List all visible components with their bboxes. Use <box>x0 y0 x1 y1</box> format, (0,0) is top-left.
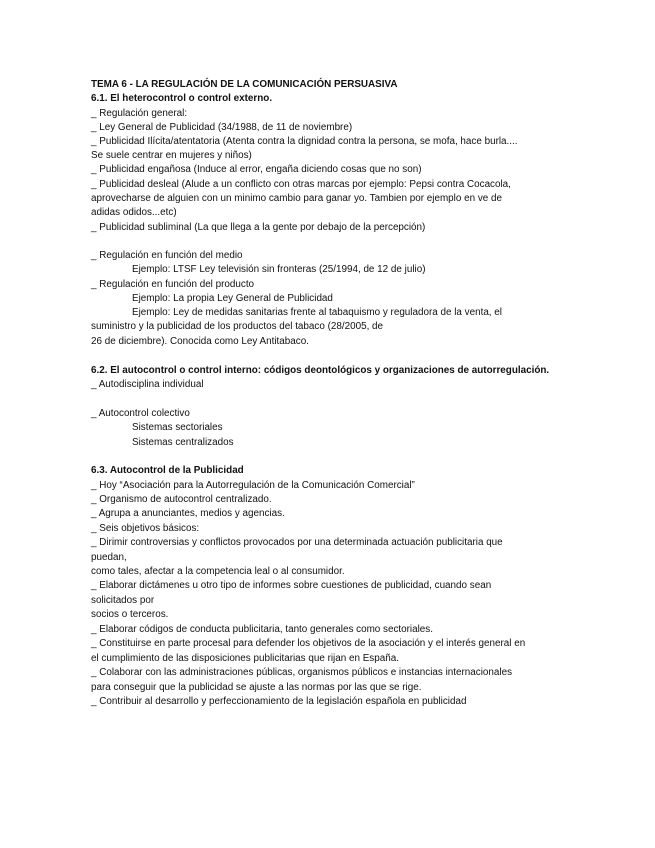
text-line: _ Elaborar dictámenes u otro tipo de informes sobre cuestiones de publicidad, cuando sean <box>91 580 492 591</box>
text-line: _ Regulación en función del producto <box>91 279 255 290</box>
text-line: _ Regulación en función del medio <box>91 250 243 261</box>
sub-item: Sistemas sectoriales <box>132 422 223 433</box>
section-heading-6-3: 6.3. Autocontrol de la Publicidad <box>91 465 244 476</box>
text-line: _ Ley General de Publicidad (34/1988, de 11 de noviembre) <box>91 122 353 133</box>
text-line: Se suele centrar en mujeres y niños) <box>91 150 252 161</box>
text-line: _ Publicidad desleal (Alude a un conflicto con otras marcas por ejemplo: Pepsi contra Cocacola, <box>91 179 511 190</box>
text-line: _ Publicidad engañosa (Induce al error, engaña diciendo cosas que no son) <box>91 164 422 175</box>
text-line: solicitados por <box>91 595 155 606</box>
text-line: el cumplimiento de las disposiciones publicitarias que rijan en España. <box>91 653 399 664</box>
text-line: como tales, afectar a la competencia leal o al consumidor. <box>91 566 345 577</box>
text-line: _ Contribuir al desarrollo y perfeccionamiento de la legislación española en publicidad <box>91 696 467 707</box>
text-line: _ Publicidad Ilícita/atentatoria (Atenta contra la dignidad contra la persona, se mofa, hace burla.... <box>91 136 518 147</box>
text-line: suministro y la publicidad de los productos del tabaco (28/2005, de <box>91 321 384 332</box>
text-line: _ Constituirse en parte procesal para defender los objetivos de la asociación y el interés general en <box>91 638 526 649</box>
text-line: socios o terceros. <box>91 609 169 620</box>
document-title: TEMA 6 - LA REGULACIÓN DE LA COMUNICACIÓN PERSUASIVA <box>91 79 398 90</box>
section-heading-6-2: 6.2. El autocontrol o control interno: códigos deontológicos y organizaciones de autorregulación. <box>91 365 550 376</box>
example-line: Ejemplo: La propia Ley General de Publicidad <box>132 293 333 304</box>
text-line: _ Dirimir controversias y conflictos provocados por una determinada actuación publicitaria que <box>91 537 503 548</box>
text-line: _ Organismo de autocontrol centralizado. <box>91 494 272 505</box>
text-line: aprovecharse de alguien con un minimo cambio para ganar yo. Tambien por ejemplo en ve de <box>91 193 502 204</box>
text-line: _ Hoy “Asociación para la Autorregulación de la Comunicación Comercial” <box>91 480 415 491</box>
example-line: Ejemplo: LTSF Ley televisión sin fronteras (25/1994, de 12 de julio) <box>132 264 426 275</box>
example-line: Ejemplo: Ley de medidas sanitarias frente al tabaquismo y reguladora de la venta, el <box>132 307 502 318</box>
text-line: puedan, <box>91 552 127 563</box>
text-line: _ Agrupa a anunciantes, medios y agencias. <box>91 508 285 519</box>
text-line: 26 de diciembre). Conocida como Ley Antitabaco. <box>91 336 309 347</box>
text-line: _ Colaborar con las administraciones públicas, organismos públicos e instancias internacionales <box>91 667 513 678</box>
text-line: adidas odidos...etc) <box>91 207 177 218</box>
section-heading-6-1: 6.1. El heterocontrol o control externo. <box>91 93 273 104</box>
sub-item: Sistemas centralizados <box>132 437 234 448</box>
text-line: _ Regulación general: <box>91 108 188 119</box>
text-line: _ Autocontrol colectivo <box>91 408 190 419</box>
text-line: _ Seis objetivos básicos: <box>91 523 200 534</box>
text-line: _ Autodisciplina individual <box>91 379 204 390</box>
text-line: _ Publicidad subliminal (La que llega a la gente por debajo de la percepción) <box>91 222 426 233</box>
text-line: _ Elaborar códigos de conducta publicitaria, tanto generales como sectoriales. <box>91 624 433 635</box>
text-line: para conseguir que la publicidad se ajuste a las normas por las que se rige. <box>91 682 422 693</box>
